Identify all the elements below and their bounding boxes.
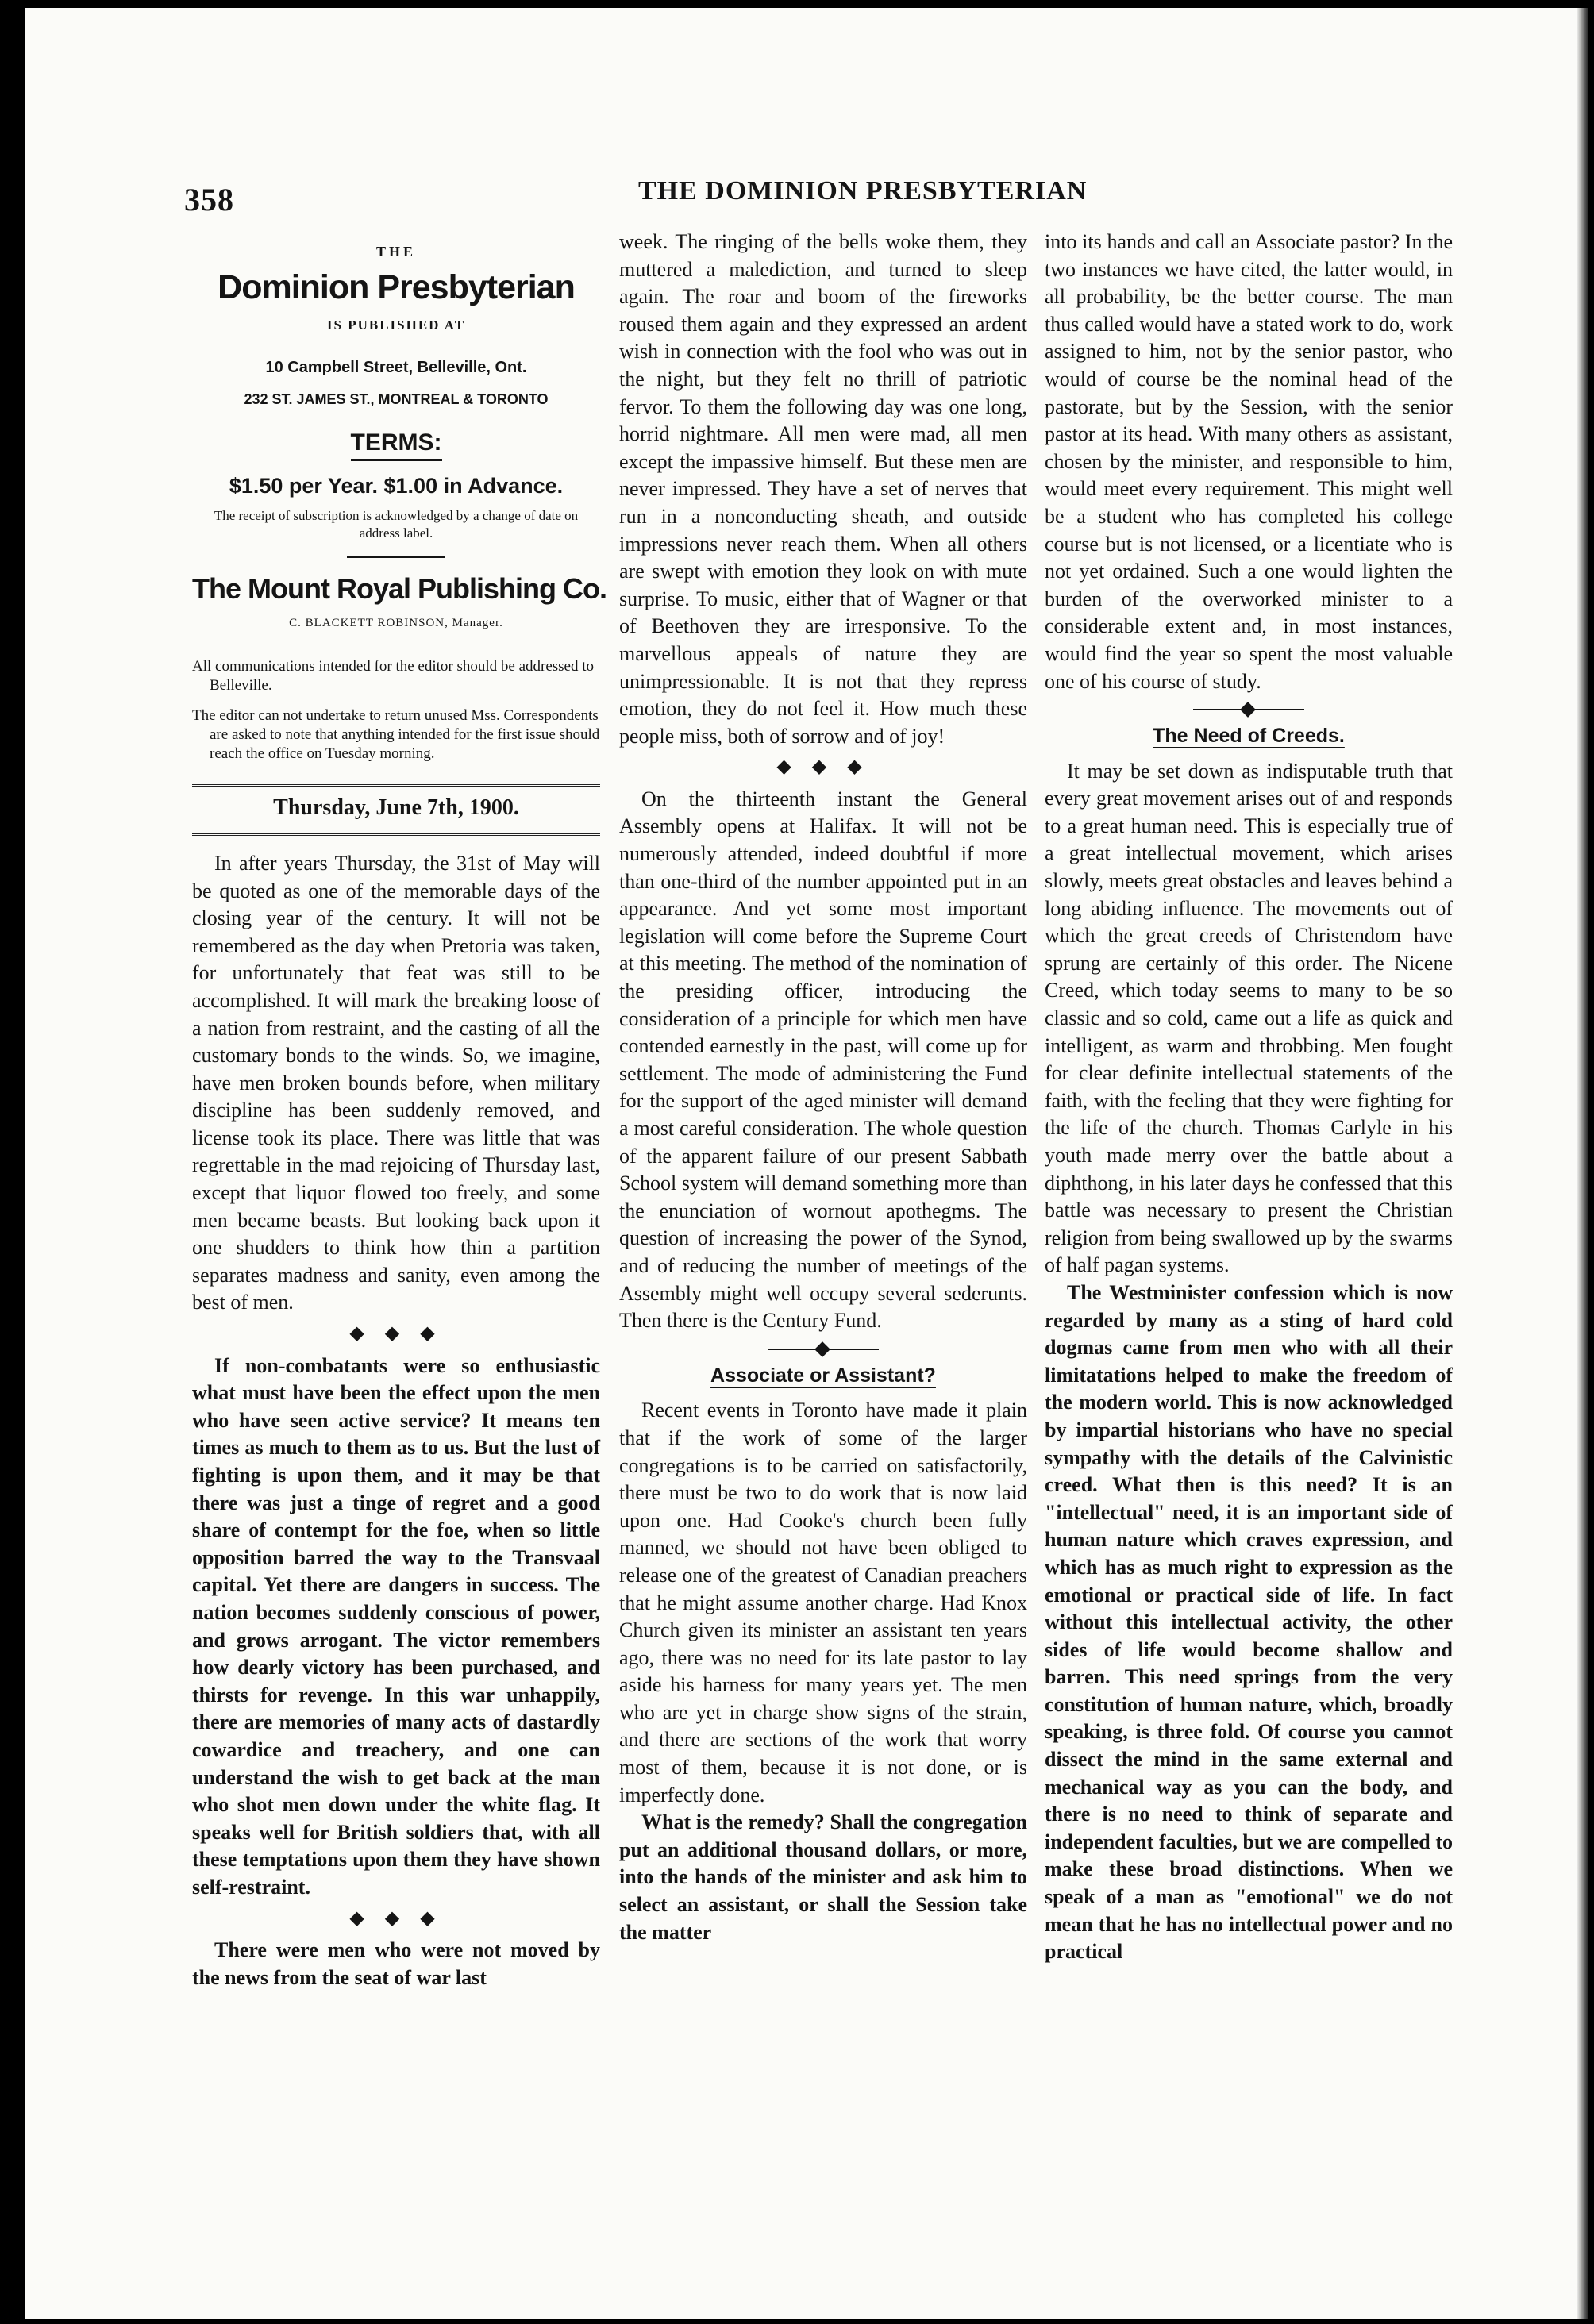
article-paragraph: If non-combatants were so enthusiastic what must have been the effect upon the men who have seen active service? It means ten times as much to them as to us. But the lust of fighting is upon them, and it may be that there was just a tinge of regret and a good share of contempt for the foe, when so little opposition barred the way to the Transvaal capital. Yet there are dangers in success. The nation becomes suddenly conscious of power, and grows arrogant. The victor remembers how dearly victory has been purchased, and thirsts for revenge. In this war unhappily, there are memories of many acts of dastardly cowardice and treachery, and one can understand the wish to get back at the man who shot men down under the white flag. It speaks well for British soldiers that, with all these temptations upon them they have shown self-restraint.	[192, 1353, 600, 1899]
ornament-diamonds: ◆ ◆ ◆	[349, 1907, 443, 1929]
manager-line: C. BLACKETT ROBINSON, Manager.	[289, 616, 503, 629]
article-paragraph: In after years Thursday, the 31st of May will be quoted as one of the memorable days of the closing year of the century. It will not be remembered as the day when Pretoria was taken, for unfortunately that feat was still to be accomplished. It will mark the breaking loose of a nation from restraint, and the casting of all the customary bonds to the winds. So, we imagine, have men broken bounds before, when military discipline has been suddenly removed, and license took its place. There was little that was regrettable in the mad rejoicing of Thursday last, except that liquor flowed too freely, and some men became beasts. But looking back upon it one shudders to think how thin a partition separates madness and sanity, even among the best of men.	[192, 851, 600, 1314]
article-paragraph: into its hands and call an Associate pastor? In the two instances we have cited, the latter would, in all probability, be the better course. The man thus called would have a stated work to do, work assigned to him, not by the senior pastor, who would of course be the nominal head of the pastorate, but by the Session, with the senior pastor at its head. With many others as assistant, chosen by the minister, and responsible to him, would meet every requirement. This might well be a student who has completed his college course but is not licensed, or a licentiate who is not yet ordained. Such a one would lighten the burden of the overworked minister to a considerable extent and, in most instances, would find the year so spent the most valuable one of his course of study.	[1045, 230, 1453, 693]
article-paragraph: Recent events in Toronto have made it plain that if the work of some of the larger congregations is to be carried on satisfactorily, there must be two to do work that is now laid upon one. Had Cooke's church been fully manned, we should not have been obliged to release one of the greatest of Canadian preachers that he might assume another charge. Had Knox Church given its minister an assistant ten years ago, there was no need for its late pastor to lay aside his harness for many years yet. The men who are yet in charge show signs of the strain, and there are sections of the work that worry most of them, because it is not done, or is imperfectly done.	[619, 1399, 1027, 1806]
article-paragraph: On the thirteenth instant the General Assembly opens at Halifax. It will not be numerously attended, indeed doubtful if more than one-third of the number appointed put in an appearance. And yet some most important legislation will come before the Supreme Court at this meeting. The method of the nomination of the presiding officer, introducing the consideration of a principle for which men have contended earnestly in the past, will come up for settlement. The mode of administering the Fund for the support of the aged minister will demand a most careful consideration. The whole question of the apparent failure of our present Sabbath School system will demand something more than the enunciation of wornout apothegms. The question of increasing the power of the Synod, and of reducing the number of meetings of the Assembly might well occupy several sederunts. Then there is the Century Fund.	[619, 787, 1027, 1333]
section-heading-creeds: The Need of Creeds.	[1153, 725, 1345, 748]
article-paragraph: It may be set down as indisputable truth that every great movement arises out of and responds to a great human need. This is especially true of a great intellectual movement, which arises slowly, meets great obstacles and leaves behind a long abiding influence. The movements out of which the great creeds of Christendom have sprung are certainly of this order. The Nicene Creed, which today seems to many to be so classic and so cold, came out a life as quick and intelligent, as warm and throbbing. Men fought for clear definite intellectual statements of the faith, with the feeling that they were fighting for the life of the church. Thomas Carlyle in his youth made merry over the battle about a diphthong, in his later days he confessed that this battle was necessary to present the Christian religion from being swallowed up by the swarms of half pagan systems.	[1045, 759, 1453, 1277]
masthead-the: THE	[375, 244, 416, 260]
ornament-diamonds: ◆ ◆ ◆	[776, 756, 870, 778]
newspaper-page	[25, 8, 1588, 2319]
published-at: IS PUBLISHED AT	[326, 317, 466, 333]
column-3	[1045, 229, 1453, 1966]
article-paragraph: There were men who were not moved by the news from the seat of war last	[192, 1938, 600, 1989]
subscription-price: $1.50 per Year. $1.00 in Advance.	[229, 473, 564, 498]
ornament-diamonds: ◆ ◆ ◆	[349, 1323, 443, 1345]
receipt-note: The receipt of subscription is acknowledged by a change of date on address label.	[214, 508, 579, 541]
address-montreal: 232 ST. JAMES ST., MONTREAL & TORONTO	[244, 391, 549, 408]
column-2	[619, 229, 1027, 1946]
correspondents-notice: The editor can not undertake to return unused Mss. Correspondents are asked to note that anything intended for the first issue should reach the office on Tuesday morning.	[192, 707, 600, 763]
publisher-name: The Mount Royal Publishing Co.	[192, 572, 606, 606]
terms-heading: TERMS:	[351, 429, 442, 461]
article-paragraph: week. The ringing of the bells woke them, they muttered a malediction, and turned to sleep again. The roar and boom of the fireworks roused them again and they expressed an ardent wish in connection with the fool who was out in the night, but they felt no thrill of patriotic fervor. To them the following day was one long, horrid nightmare. All men were mad, all men except the impassive himself. But these men are never impressed. They have a set of nerves that run in a nonconducting sheath, and outside impressions never reach them. When all others are swept with emotion they look on with mute surprise. To music, either that of Wagner or that of Beethoven they are irresponsive. To the marvellous appeals of nature they are unimpressionable. It is not that they repress emotion, they do not feel it. How much these people miss, both of sorrow and of joy!	[619, 230, 1027, 748]
address-belleville: 10 Campbell Street, Belleville, Ont.	[265, 358, 527, 376]
section-heading-associate: Associate or Assistant?	[710, 1364, 936, 1387]
paper-name: Dominion Presbyterian	[218, 267, 575, 306]
masthead-rule	[347, 556, 445, 558]
column-1	[192, 229, 606, 1991]
section-divider	[768, 1341, 879, 1357]
running-head: THE DOMINION PRESBYTERIAN	[638, 176, 1088, 206]
issue-date: Thursday, June 7th, 1900.	[192, 784, 600, 836]
editor-notice: All communications intended for the editor should be addressed to Belleville.	[192, 658, 595, 695]
section-divider	[1193, 702, 1304, 718]
article-paragraph: What is the remedy? Shall the congregation put an additional thousand dollars, or more, into the hands of the minister and ask him to select an assistant, or shall the Session take the matter	[619, 1810, 1027, 1944]
page-number: 358	[184, 182, 234, 217]
masthead	[192, 238, 606, 637]
article-paragraph: The Westminister confession which is now regarded by many as a sting of hard cold dogmas came from men who with all their limitatations helped to make the freedom of the modern world. This is now acknowledged by impartial historians who have no special sympathy with the details of the Calvinistic creed. What then is this need? It is an "intellectual" need, it is an important side of human nature which craves expression, and which has as much right to expression as the emotional or practical side of life. In fact without this intellectual activity, the other sides of life would become shallow and barren. This need springs from the very constitution of human nature, which, broadly speaking, is three fold. Of course you cannot dissect the mind in the same external and mechanical way as you can the body, and there is no need to think of separate and independent faculties, but we are compelled to make these broad distinctions. When we speak of a man as "emotional" we do not mean that he has no intellectual power and no practical	[1045, 1280, 1453, 1964]
